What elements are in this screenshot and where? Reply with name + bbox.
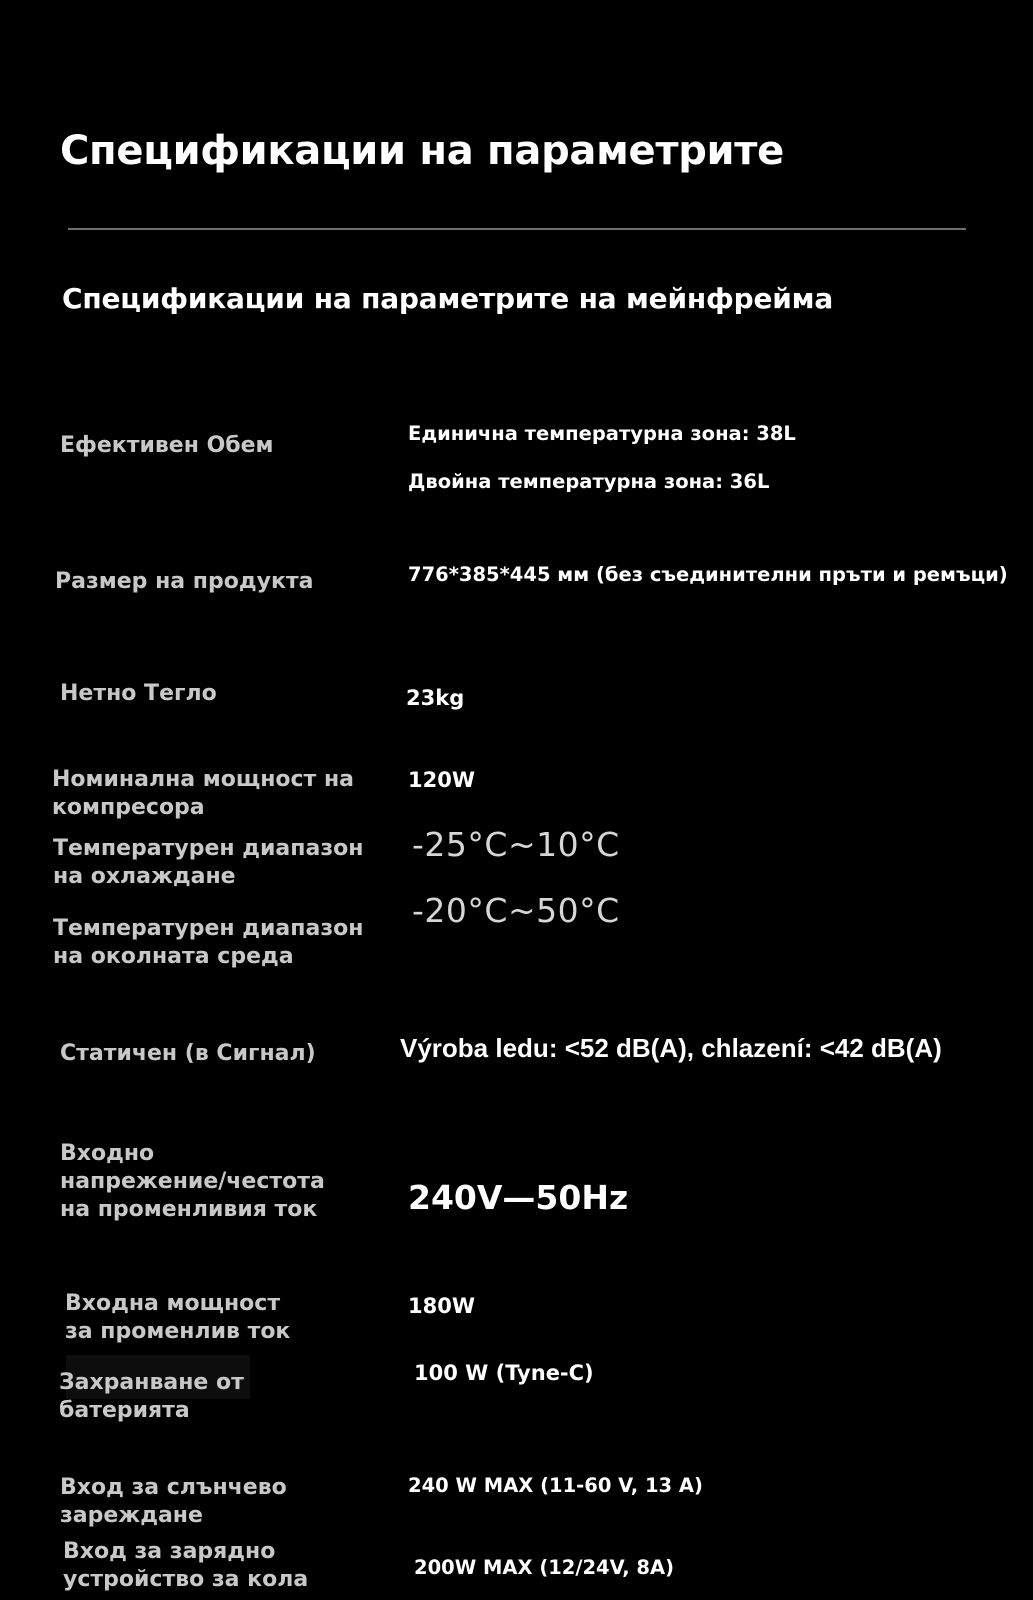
spec-label-size: Размер на продукта: [55, 569, 314, 594]
spec-value-ac-power: 180W: [408, 1294, 475, 1318]
spec-value-volume: [408, 420, 796, 496]
spec-value-ac-voltage: 240V—50Hz: [408, 1178, 629, 1217]
spec-value-weight: 23kg: [406, 686, 465, 710]
section-title: Спецификации на параметрите на мейнфрейма: [62, 282, 834, 315]
spec-value-car-charger: 200W MAX (12/24V, 8A): [414, 1556, 674, 1579]
spec-value-noise: Výroba ledu: <52 dB(A), chlazení: <42 dB(A): [400, 1033, 942, 1063]
spec-value-compressor: 120W: [408, 768, 475, 792]
spec-value-line: Двойна температурна зона: 36L: [408, 470, 770, 493]
spec-value-solar: 240 W MAX (11-60 V, 13 A): [408, 1474, 703, 1497]
spec-label-car-charger: Вход за зарядно устройство за кола: [63, 1539, 309, 1592]
spec-label-solar: Вход за слънчево зареждане: [60, 1475, 287, 1528]
spec-label-cooling-range: Температурен диапазон на охлаждане: [53, 836, 364, 889]
spec-value-battery: 100 W (Tyne-C): [414, 1361, 594, 1385]
title-divider: [68, 228, 966, 230]
spec-value-cooling-range: -25°C~10°C: [412, 825, 620, 864]
spec-label-weight: Нетно Тегло: [60, 681, 217, 706]
spec-label-compressor: Номинална мощност на компресора: [52, 767, 355, 820]
spec-value-ambient-range: -20°C~50°C: [412, 891, 620, 930]
page-title: Спецификации на параметрите: [60, 128, 784, 174]
spec-label-ac-power: Входна мощност за променлив ток: [65, 1291, 291, 1344]
spec-label-noise: Статичен (в Сигнал): [60, 1041, 316, 1066]
spec-label-ambient-range: Температурен диапазон на околната среда: [53, 916, 364, 969]
spec-label-battery: Захранване от батерията: [59, 1370, 244, 1423]
spec-label-ac-voltage: Входно напрежение/честота на променливия ток: [60, 1141, 325, 1222]
spec-value-size: 776*385*445 мм (без съединителни пръти и ремъци): [408, 563, 1008, 586]
spec-value-line: Единична температурна зона: 38L: [408, 422, 796, 445]
spec-label-volume: Ефективен Обем: [60, 433, 274, 458]
